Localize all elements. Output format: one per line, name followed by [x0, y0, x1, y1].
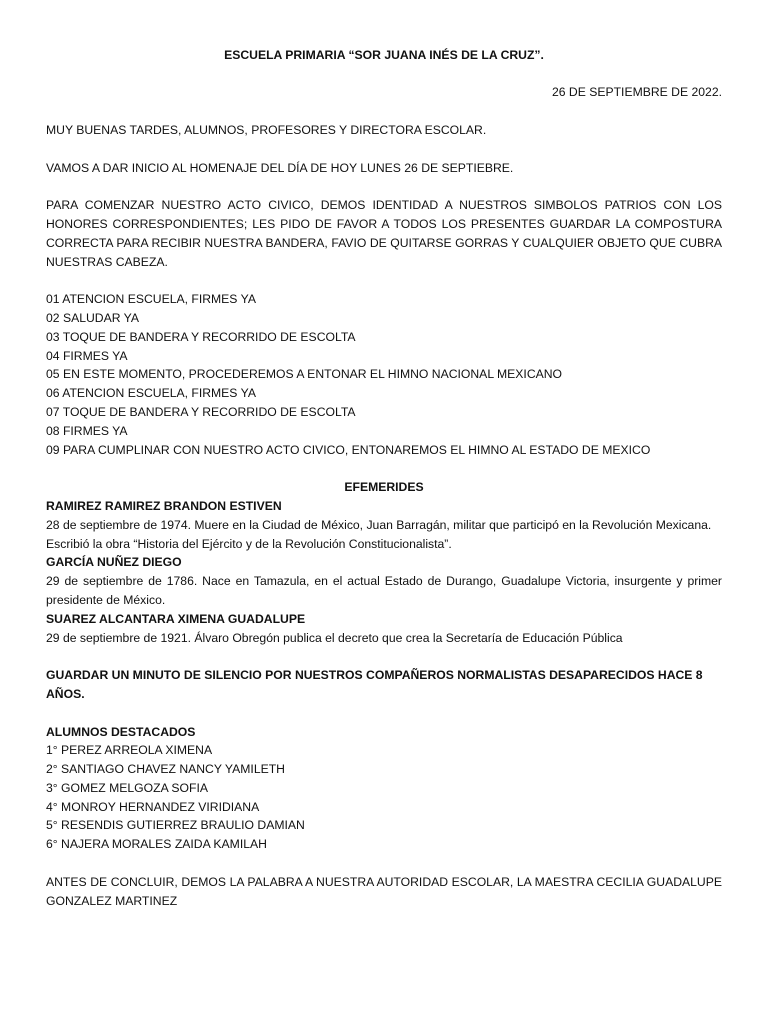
document-body [46, 121, 722, 910]
efemeride-item [46, 610, 722, 648]
command-item: 02 SALUDAR YA [46, 310, 140, 325]
efemerides-heading: EFEMERIDES [344, 480, 424, 495]
command-item: 01 ATENCION ESCUELA, FIRMES YA [46, 292, 256, 307]
student-item: 5° RESENDIS GUTIERREZ BRAULIO DAMIAN [46, 818, 305, 833]
student-item: 6° NAJERA MORALES ZAIDA KAMILAH [46, 837, 267, 852]
efemeride-presenter: GARCÍA NUÑEZ DIEGO [46, 555, 182, 570]
command-item: 08 FIRMES YA [46, 423, 128, 438]
command-item: 06 ATENCION ESCUELA, FIRMES YA [46, 386, 256, 401]
student-item: 4° MONROY HERNANDEZ VIRIDIANA [46, 799, 260, 814]
students-list [46, 741, 722, 854]
school-title: ESCUELA PRIMARIA “SOR JUANA INÉS DE LA CRUZ”. [224, 48, 544, 62]
students-heading: ALUMNOS DESTACADOS [46, 724, 196, 739]
command-item: 09 PARA CUMPLINAR CON NUESTRO ACTO CIVICO, ENTONAREMOS EL HIMNO AL ESTADO DE MEXICO [46, 442, 651, 457]
efemeride-presenter: SUAREZ ALCANTARA XIMENA GUADALUPE [46, 611, 306, 626]
student-item: 2° SANTIAGO CHAVEZ NANCY YAMILETH [46, 762, 285, 777]
start-paragraph: VAMOS A DAR INICIO AL HOMENAJE DEL DÍA DE HOY LUNES 26 DE SEPTIEBRE. [46, 160, 514, 175]
command-item: 07 TOQUE DE BANDERA Y RECORRIDO DE ESCOLTA [46, 404, 356, 419]
efemeride-item [46, 497, 722, 553]
student-item: 1° PEREZ ARREOLA XIMENA [46, 743, 213, 758]
efemeride-text: 29 de septiembre de 1921. Álvaro Obregón publica el decreto que crea la Secretaría de Educación Pública [46, 630, 623, 645]
student-item: 3° GOMEZ MELGOZA SOFIA [46, 780, 208, 795]
efemeride-item [46, 553, 722, 609]
command-item: 03 TOQUE DE BANDERA Y RECORRIDO DE ESCOLTA [46, 329, 356, 344]
command-item: 05 EN ESTE MOMENTO, PROCEDEREMOS A ENTONAR EL HIMNO NACIONAL MEXICANO [46, 367, 563, 382]
command-item: 04 FIRMES YA [46, 348, 128, 363]
honors-paragraph: PARA COMENZAR NUESTRO ACTO CIVICO, DEMOS IDENTIDAD A NUESTROS SIMBOLOS PATRIOS CON LOS HONORES CORRESPONDIENTES; LES PIDO DE FAVOR A TODOS LOS PRESENTES GUARDAR LA COMPOSTURA CORRECTA PARA RECIBIR NUESTRA BANDERA, FAVIO DE QUITARSE GORRAS Y CUALQUIER OBJETO QUE CUBRA NUESTRAS CABEZA. [46, 198, 722, 269]
closing-paragraph: ANTES DE CONCLUIR, DEMOS LA PALABRA A NUESTRA AUTORIDAD ESCOLAR, LA MAESTRA CECILIA GUADALUPE GONZALEZ MARTINEZ [46, 874, 722, 908]
silence-notice: GUARDAR UN MINUTO DE SILENCIO POR NUESTROS COMPAÑEROS NORMALISTAS DESAPARECIDOS HACE 8 AÑOS. [46, 668, 703, 701]
efemeride-text: 28 de septiembre de 1974. Muere en la Ciudad de México, Juan Barragán, militar que participó en la Revolución Mexicana. Escribió la obra “Historia del Ejército y de la Revolución Constitucionalista”. [46, 517, 712, 551]
document-date: 26 DE SEPTIEMBRE DE 2022. [551, 85, 722, 99]
efemerides-list [46, 497, 722, 647]
commands-list [46, 290, 722, 459]
greeting-paragraph: MUY BUENAS TARDES, ALUMNOS, PROFESORES Y DIRECTORA ESCOLAR. [46, 123, 487, 137]
efemeride-presenter: RAMIREZ RAMIREZ BRANDON ESTIVEN [46, 498, 282, 513]
efemeride-text: 29 de septiembre de 1786. Nace en Tamazula, en el actual Estado de Durango, Guadalupe Victoria, insurgente y primer presidente de México. [46, 574, 722, 607]
